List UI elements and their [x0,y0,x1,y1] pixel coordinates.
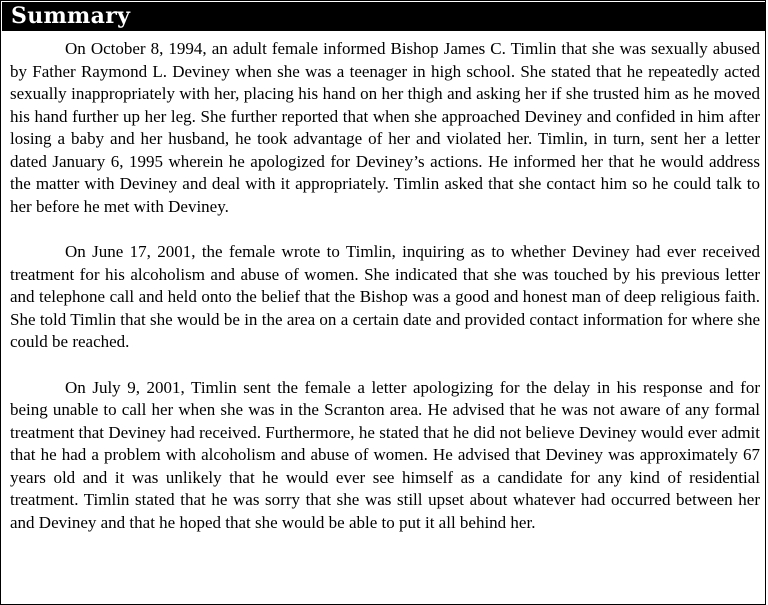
paragraph-3: On July 9, 2001, Timlin sent the female a letter apologizing for the delay in his response and for being unable to call her when she was in the Scranton area. He advised that he was not aware of any formal treatment that Deviney had received. Furthermore, he stated that he did not believe Deviney would ever admit that he had a problem with alcoholism and abuse of women. He advised that Deviney was approximately 67 years old and it was unlikely that he would ever see himself as a candidate for any kind of residential treatment. Timlin stated that he was sorry that she was still upset about whatever had occurred between her and Deviney and that he hoped that she would be able to put it all behind her. [10,377,760,532]
summary-body [10,38,760,557]
paragraph-2: On June 17, 2001, the female wrote to Timlin, inquiring as to whether Deviney had ever received treatment for his alcoholism and abuse of women. She indicated that she was touched by his previous letter and telephone call and held onto the belief that the Bishop was a good and honest man of deep religious faith. She told Timlin that she would be in the area on a certain date and provided contact information for where she could be reached. [10,242,760,351]
paragraph-1: On October 8, 1994, an adult female informed Bishop James C. Timlin that she was sexually abused by Father Raymond L. Deviney when she was a teenager in high school. She stated that he repeatedly acted sexually inappropriately with her, placing his hand on her thigh and asking her if she trusted him as he moved his hand further up her leg. She further reported that when she approached Deviney and confided in him after losing a baby and her husband, he took advantage of her and violated her. Timlin, in turn, sent her a letter dated January 6, 1995 wherein he apologized for Deviney’s actions. He informed her that he would address the matter with Deviney and deal with it appropriately. Timlin asked that she contact him so he could talk to her before he met with Deviney. [10,39,760,216]
section-title: Summary [2,2,766,31]
